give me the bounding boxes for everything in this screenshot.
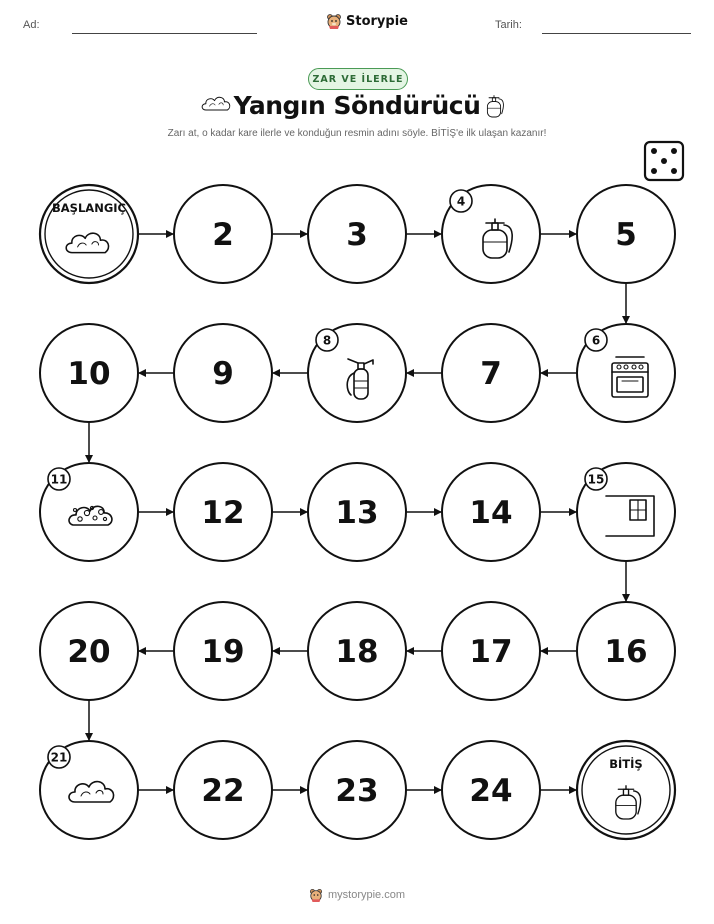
board-square	[308, 741, 406, 839]
square-circle	[577, 741, 675, 839]
square-number: 18	[335, 634, 379, 670]
square-number: 2	[212, 217, 234, 253]
activity-tag: ZAR VE İLERLE	[308, 68, 408, 90]
board-square	[308, 463, 406, 561]
board-square	[174, 324, 272, 422]
board-square	[174, 741, 272, 839]
square-number: 11	[50, 472, 68, 487]
square-number: 24	[469, 773, 513, 809]
board-square	[308, 602, 406, 700]
board-square	[40, 741, 138, 839]
date-label: Tarih:	[495, 19, 522, 31]
board-square	[442, 463, 540, 561]
square-number: 7	[480, 356, 502, 392]
square-number: 8	[322, 333, 332, 348]
board-square	[174, 463, 272, 561]
bear-mascot-icon	[309, 888, 323, 902]
footer-url: mystorypie.com	[327, 889, 406, 901]
board-square	[577, 324, 675, 422]
square-number: 14	[469, 495, 513, 531]
board-square	[577, 185, 675, 283]
square-number: 19	[201, 634, 245, 670]
board-square	[308, 185, 406, 283]
board-square	[442, 185, 540, 283]
smoke-cloud-icon	[202, 97, 230, 110]
gas-cylinder-icon	[487, 96, 503, 117]
square-number: 21	[50, 750, 68, 765]
square-number: 13	[335, 495, 379, 531]
square-number: 17	[469, 634, 513, 670]
board-square	[40, 324, 138, 422]
square-label: BİTİŞ	[609, 757, 643, 771]
page-title: Yangın Söndürücü	[233, 91, 481, 120]
square-number: 9	[212, 356, 234, 392]
board-square	[40, 185, 138, 283]
name-label: Ad:	[23, 19, 40, 31]
board-square	[577, 741, 675, 839]
square-number: 16	[604, 634, 648, 670]
square-number: 4	[456, 194, 466, 209]
square-label: BAŞLANGIÇ	[52, 201, 126, 215]
board-square	[577, 463, 675, 561]
board-square	[40, 463, 138, 561]
square-number: 10	[67, 356, 111, 392]
footer	[0, 888, 714, 902]
instructions: Zarı at, o kadar kare ilerle ve konduğun resmin adını söyle. BİTİŞ'e ilk ulaşan kazanır!	[167, 128, 547, 139]
square-number: 6	[591, 333, 601, 348]
board-square	[442, 602, 540, 700]
square-number: 5	[615, 217, 637, 253]
square-number: 3	[346, 217, 368, 253]
board-square	[442, 324, 540, 422]
square-number: 22	[201, 773, 245, 809]
board-square	[174, 185, 272, 283]
board-square	[442, 741, 540, 839]
square-number: 23	[335, 773, 379, 809]
brand-name: Storypie	[346, 13, 408, 29]
board-square	[174, 602, 272, 700]
square-number: 20	[67, 634, 111, 670]
dice-five-icon	[645, 142, 683, 180]
square-number: 12	[201, 495, 245, 531]
board-square	[577, 602, 675, 700]
board-square	[308, 324, 406, 422]
board-square	[40, 602, 138, 700]
square-number: 15	[587, 472, 605, 487]
